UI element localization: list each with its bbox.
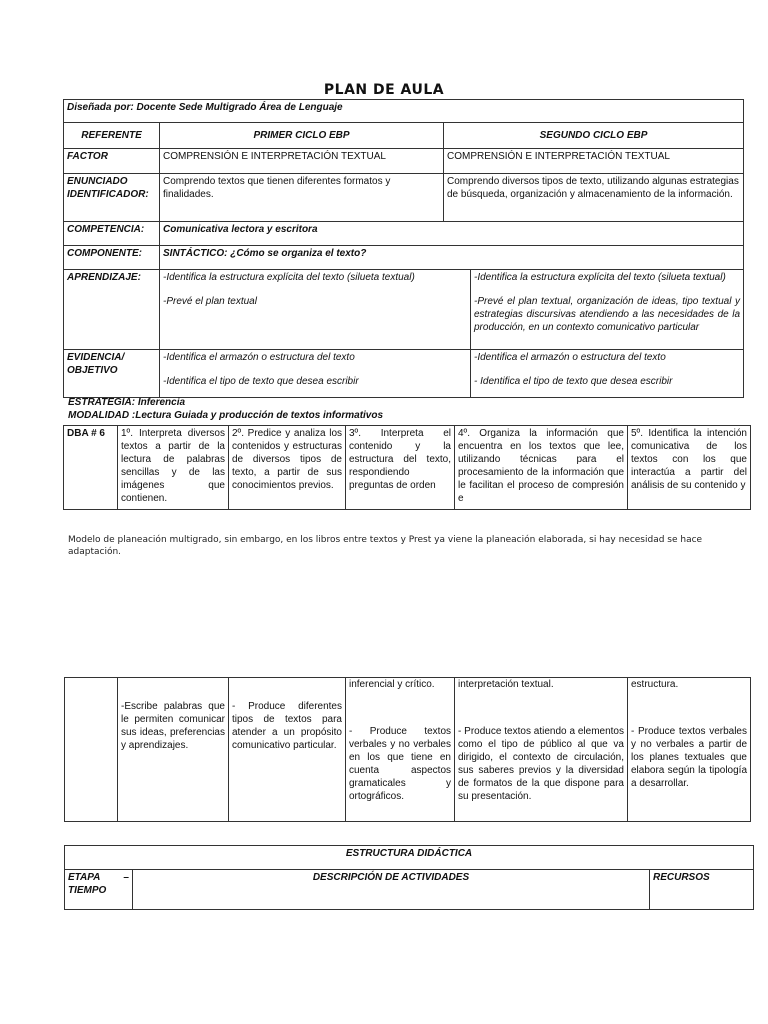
competencia-label: COMPETENCIA: (64, 222, 160, 246)
continuation-bottom-text: -Escribe palabras que le permiten comunicar sus ideas, preferencias y aprendizajes. (121, 701, 225, 751)
page-title: PLAN DE AULA (323, 82, 445, 98)
estrategia-line: ESTRATEGIA: Inferencia (68, 397, 186, 408)
factor-segundo: COMPRENSIÓN E INTERPRETACIÓN TEXTUAL (444, 149, 744, 174)
competencia-value: Comunicativa lectora y escritora (160, 222, 744, 246)
continuation-cell (346, 678, 455, 822)
planning-note: Modelo de planeación multigrado, sin embargo, en los libros entre textos y Prest ya viene la planeación elaborada, si hay necesidad se hace adaptación. (68, 535, 703, 557)
continuation-cell (65, 678, 118, 822)
continuation-cell (628, 678, 751, 822)
dba-cell: 4º. Organiza la información que encuentra en los textos que lee, utilizando técnicas para el procesamiento de la información que le facilitan el proceso de compresión e (455, 426, 628, 510)
aprendizaje-primer-b: -Prevé el plan textual (163, 296, 257, 307)
evidencia-segundo-a: -Identifica el armazón o estructura del texto (474, 352, 666, 363)
evidencia-primer-b: -Identifica el tipo de texto que desea escribir (163, 376, 359, 387)
componente-label: COMPONENTE: (64, 246, 160, 270)
componente-value: SINTÁCTICO: ¿Cómo se organiza el texto? (160, 246, 744, 270)
continuation-top-text: interpretación textual. (458, 679, 554, 690)
dba-table (63, 425, 751, 510)
evidencia-segundo-b: - Identifica el tipo de texto que desea escribir (474, 376, 673, 387)
recursos-header: RECURSOS (650, 870, 754, 910)
dba-continuation-table (64, 677, 751, 822)
estructura-title: ESTRUCTURA DIDÁCTICA (65, 846, 754, 870)
plan-table (63, 99, 744, 398)
continuation-bottom-text: - Produce textos atiendo a elementos como el tipo de público al que va dirigido, el contexto de circulación, sus saberes previos y la diversidad de formatos de la que dispone para su presentación. (458, 726, 624, 802)
dba-cell: 5º. Identifica la intención comunicativa de los textos con los que interactúa a partir del análisis de su contenido y (628, 426, 751, 510)
descripcion-header: DESCRIPCIÓN DE ACTIVIDADES (133, 870, 650, 910)
continuation-cell (229, 678, 346, 822)
modalidad-line: MODALIDAD :Lectura Guiada y producción de textos informativos (68, 410, 384, 421)
dba-label: DBA # 6 (64, 426, 118, 510)
aprendizaje-label: APRENDIZAJE: (64, 270, 160, 350)
continuation-top-text: inferencial y crítico. (349, 679, 435, 690)
continuation-cell (118, 678, 229, 822)
continuation-bottom-text: - Produce textos verbales y no verbales en los que tiene en cuenta aspectos gramaticales y ortográficos. (349, 726, 451, 802)
enunciado-segundo: Comprendo diversos tipos de texto, utilizando algunas estrategias de búsqueda, organización y almacenamiento de la información. (444, 174, 744, 222)
evidencia-label: EVIDENCIA/ OBJETIVO (64, 350, 160, 398)
dba-cell: 3º. Interpreta el contenido y la estructura del texto, respondiendo preguntas de orden (346, 426, 455, 510)
header-referente: REFERENTE (64, 123, 160, 149)
evidencia-primer-a: -Identifica el armazón o estructura del texto (163, 352, 355, 363)
aprendizaje-segundo-a: -Identifica la estructura explícita del texto (silueta textual) (474, 272, 726, 283)
aprendizaje-primer-a: -Identifica la estructura explícita del texto (silueta textual) (163, 272, 415, 283)
continuation-bottom-text: - Produce textos verbales y no verbales a partir de los planes textuales que elabora según la tipología a desarrollar. (631, 726, 747, 789)
estructura-table (64, 845, 754, 910)
header-primer-ciclo: PRIMER CICLO EBP (160, 123, 444, 149)
factor-label: FACTOR (64, 149, 160, 174)
aprendizaje-segundo-b: -Prevé el plan textual, organización de ideas, tipo textual y estrategias discursivas atendiendo a las necesidades de la producción, en un contexto comunicativo particular (474, 296, 741, 333)
header-segundo-ciclo: SEGUNDO CICLO EBP (444, 123, 744, 149)
dba-cell: 1º. Interpreta diversos textos a partir de la lectura de palabras sencillas y de las imágenes que contienen. (118, 426, 229, 510)
continuation-cell (455, 678, 628, 822)
enunciado-label: ENUNCIADO IDENTIFICADOR: (64, 174, 160, 222)
continuation-top-text: estructura. (631, 679, 679, 690)
enunciado-primer: Comprendo textos que tienen diferentes formatos y finalidades. (160, 174, 444, 222)
continuation-bottom-text: - Produce diferentes tipos de textos para atender a un propósito comunicativo particular. (232, 701, 342, 751)
designer-line: Diseñada por: Docente Sede Multigrado Área de Lenguaje (64, 100, 744, 123)
dba-cell: 2º. Predice y analiza los contenidos y estructuras de diversos tipos de texto, a partir de sus conocimientos previos. (229, 426, 346, 510)
factor-primer: COMPRENSIÓN E INTERPRETACIÓN TEXTUAL (160, 149, 444, 174)
etapa-tiempo-header: ETAPA – TIEMPO (65, 870, 133, 910)
